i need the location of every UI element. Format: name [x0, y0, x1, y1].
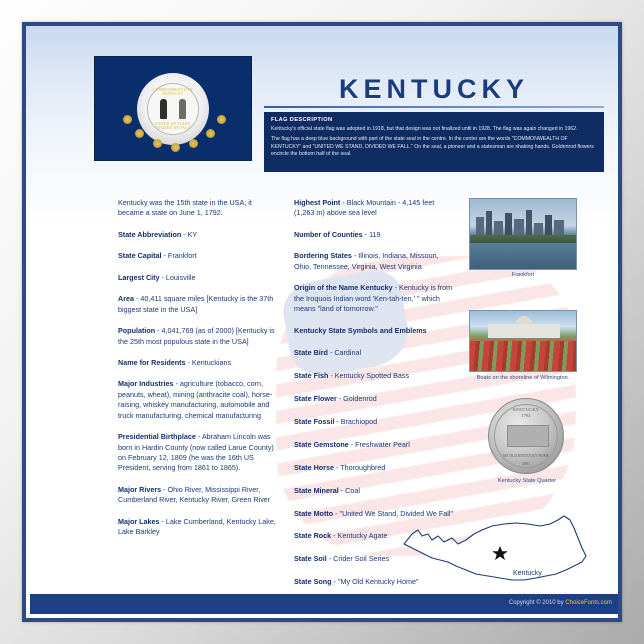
symbol-value: - Freshwater Pearl: [348, 439, 410, 449]
flag-description-heading: FLAG DESCRIPTION: [271, 117, 333, 123]
symbol-label: State Song: [294, 577, 332, 587]
seal-statesman-figure: [179, 99, 186, 119]
fact-origin-of-name: [294, 283, 454, 314]
symbols-heading: Kentucky State Symbols and Emblems: [294, 325, 427, 335]
fact-label: Largest City: [118, 272, 160, 282]
fact-label: Major Lakes: [118, 516, 160, 526]
symbol-label: State Mineral: [294, 485, 339, 495]
title-divider: [264, 106, 604, 108]
symbol-label: State Fish: [294, 370, 329, 380]
fact-state-abbreviation: [118, 230, 276, 240]
fact-value: - Louisville: [159, 272, 196, 282]
copyright-notice: [509, 600, 612, 606]
fact-value: - KY: [181, 229, 198, 239]
flag-seal-inner: [147, 83, 199, 135]
symbol-label: State Soil: [294, 554, 327, 564]
symbol-label: State Fossil: [294, 416, 335, 426]
symbol-value: - "My Old Kentucky Home": [331, 577, 419, 587]
poster-sheet: [26, 26, 618, 618]
symbol-state-fish: [294, 371, 454, 381]
fact-label: Highest Point: [294, 198, 341, 207]
symbol-label: State Motto: [294, 508, 334, 518]
fact-area: [118, 294, 276, 315]
quarter-bottom-text: 2001: [521, 461, 531, 466]
goldenrod-icon: [123, 115, 132, 124]
flag-description-paragraph-2: The flag has a deep blue background with part of the state seal in the centre. In the center are the words "COMMONWEALTH OF KENTUCKY" and "UNITED WE STAND, DIVIDED WE FALL." On the seal, a pioneer and a statesman are shaking hands. Goldenrod flowers encircle the bottom half of the seal.: [271, 136, 594, 158]
fact-statehood: [118, 198, 276, 219]
quarter-top-text: KENTUCKY: [512, 407, 540, 412]
quarter-motto-text: MY OLD KENTUCKY HOME: [503, 454, 549, 458]
seal-top-text: COMMONWEALTH OF KENTUCKY: [153, 87, 193, 96]
symbol-value: - Cardinal: [327, 347, 362, 357]
fact-value: - Ohio River, Mississippi River, Cumberland River, Kentucky River, Green River: [118, 484, 271, 505]
fact-value: - 40,411 square miles [Kentucky is the 37th biggest state in the USA]: [118, 294, 274, 314]
seal-figures: [156, 99, 190, 121]
fact-highest-point: [294, 198, 454, 219]
fact-value: - Black Mountain - 4,145 feet (1,263 m) above sea level: [294, 198, 435, 218]
quarter-year-text: 1792: [521, 413, 531, 418]
fact-label: Presidential Birthplace: [118, 432, 196, 442]
fact-presidential-birthplace: [118, 432, 276, 474]
fact-value: Kentucky was the 15th state in the USA; it became a state on June 1, 1792.: [118, 198, 252, 218]
seal-pioneer-figure: [160, 99, 167, 119]
fact-label: Bordering States: [294, 251, 352, 261]
symbol-label: State Rock: [294, 531, 332, 541]
symbol-state-flower: [294, 394, 454, 404]
fact-label: Number of Counties: [294, 229, 363, 239]
symbol-value: - Coal: [338, 485, 360, 495]
fact-population: [118, 326, 276, 347]
page-title: KENTUCKY: [338, 74, 529, 104]
kentucky-state-flag: [94, 56, 252, 161]
symbol-label: State Gemstone: [294, 439, 349, 449]
fact-value: - Kentuckians: [185, 357, 232, 367]
symbol-value: - Thoroughbred: [333, 462, 386, 472]
kentucky-state-quarter-image: [488, 398, 564, 474]
fact-label: State Abbreviation: [118, 229, 182, 239]
fact-bordering-states: [294, 251, 454, 272]
symbol-value: - Crider Soil Series: [326, 554, 390, 564]
river-water: [470, 243, 576, 269]
fact-number-of-counties: [294, 230, 454, 240]
fact-state-capital: [118, 251, 276, 261]
facts-column-left: [118, 198, 276, 549]
brand-name: ChoiceFonts.com: [565, 600, 612, 606]
fact-major-lakes: [118, 517, 276, 538]
fact-value: - Frankfort: [161, 251, 197, 261]
symbol-label: State Flower: [294, 393, 337, 403]
goldenrod-icon: [153, 139, 162, 148]
goldenrod-icon: [171, 143, 180, 152]
symbol-value: - "United We Stand, Divided We Fall": [333, 508, 454, 518]
symbol-state-bird: [294, 348, 454, 358]
fact-value: - 119: [362, 229, 381, 239]
symbol-value: - Goldenrod: [336, 393, 377, 403]
fact-label: State Capital: [118, 251, 162, 261]
fact-name-for-residents: [118, 358, 276, 368]
kentucky-state-poster: [22, 22, 622, 622]
fact-label: Population: [118, 326, 156, 336]
poster-footer: [30, 594, 618, 614]
symbol-value: - Kentucky Agate: [331, 531, 388, 541]
goldenrod-icon: [135, 129, 144, 138]
goldenrod-icon: [206, 129, 215, 138]
map-outline: [404, 516, 586, 580]
quarter-caption: Kentucky State Quarter: [497, 478, 557, 484]
photo1-caption: Frankfort: [511, 272, 535, 278]
fact-major-industries: [118, 379, 276, 421]
flag-description-panel: [264, 112, 604, 172]
goldenrod-icon: [217, 115, 226, 124]
map-state-label: Kentucky: [513, 570, 542, 577]
fact-value: - Illinois, Indiana, Missouri, Ohio, Tennessee, Virginia, West Virginia: [294, 251, 439, 271]
seal-bottom-text: UNITED WE STAND, DIVIDED WE FALL: [154, 121, 192, 130]
capitol-building: [488, 324, 560, 338]
fact-value: - Kentucky is from the Iroquois Indian word 'Ken-tah-ten,' " which means "land of tomorrow.": [294, 283, 453, 314]
fact-largest-city: [118, 273, 276, 283]
fact-label: Origin of the Name Kentucky: [294, 283, 393, 293]
symbol-state-fossil: [294, 417, 454, 427]
fact-label: Name for Residents: [118, 357, 186, 367]
symbol-value: - Kentucky Spotted Bass: [328, 370, 410, 380]
fact-value: - 4,041,769 (as of 2000) [Kentucky is the 25th most populous state in the USA]: [118, 326, 275, 346]
fact-value: - agriculture (tobacco, corn, peanuts, wheat), mining (anthracite coal), horse-raising, whiskey manufacturing, automobile and truck manufacturing, chemical manufacturing: [118, 379, 273, 420]
symbol-label: State Bird: [294, 347, 328, 357]
flag-description-paragraph-1: Kentucky's official state flag was adopted in 1918, but that design was not finalized until in 1928. The flag was again changed in 1962.: [271, 126, 578, 132]
flower-beds: [470, 341, 576, 371]
frankfort-skyline-photo: [469, 198, 577, 270]
symbol-state-mineral: [294, 486, 454, 496]
fact-label: Major Rivers: [118, 484, 162, 494]
symbol-value: - Brachiopod: [334, 416, 378, 426]
flag-seal: [137, 73, 209, 145]
capitol-gardens-photo: [469, 310, 577, 372]
symbol-state-gemstone: [294, 440, 454, 450]
photo2-caption: Boats on the shoreline of Wilmington.: [476, 375, 570, 381]
fact-value: - Lake Cumberland, Kentucky Lake, Lake Barkley: [118, 516, 276, 537]
fact-label: Area: [118, 294, 134, 304]
symbol-state-horse: [294, 463, 454, 473]
fact-major-rivers: [118, 485, 276, 506]
fact-label: Major Industries: [118, 379, 174, 389]
fact-value: - Abraham Lincoln was born in Hardin County (now called Larue County) on February 12, 1809 (he was the 16th US President, serving from 1861 to 1865).: [118, 432, 274, 473]
quarter-mansion-engraving: [507, 425, 549, 447]
symbol-label: State Horse: [294, 462, 334, 472]
kentucky-state-map: [396, 504, 596, 592]
goldenrod-icon: [189, 139, 198, 148]
copyright-text: Copyright © 2010 by: [508, 600, 566, 606]
